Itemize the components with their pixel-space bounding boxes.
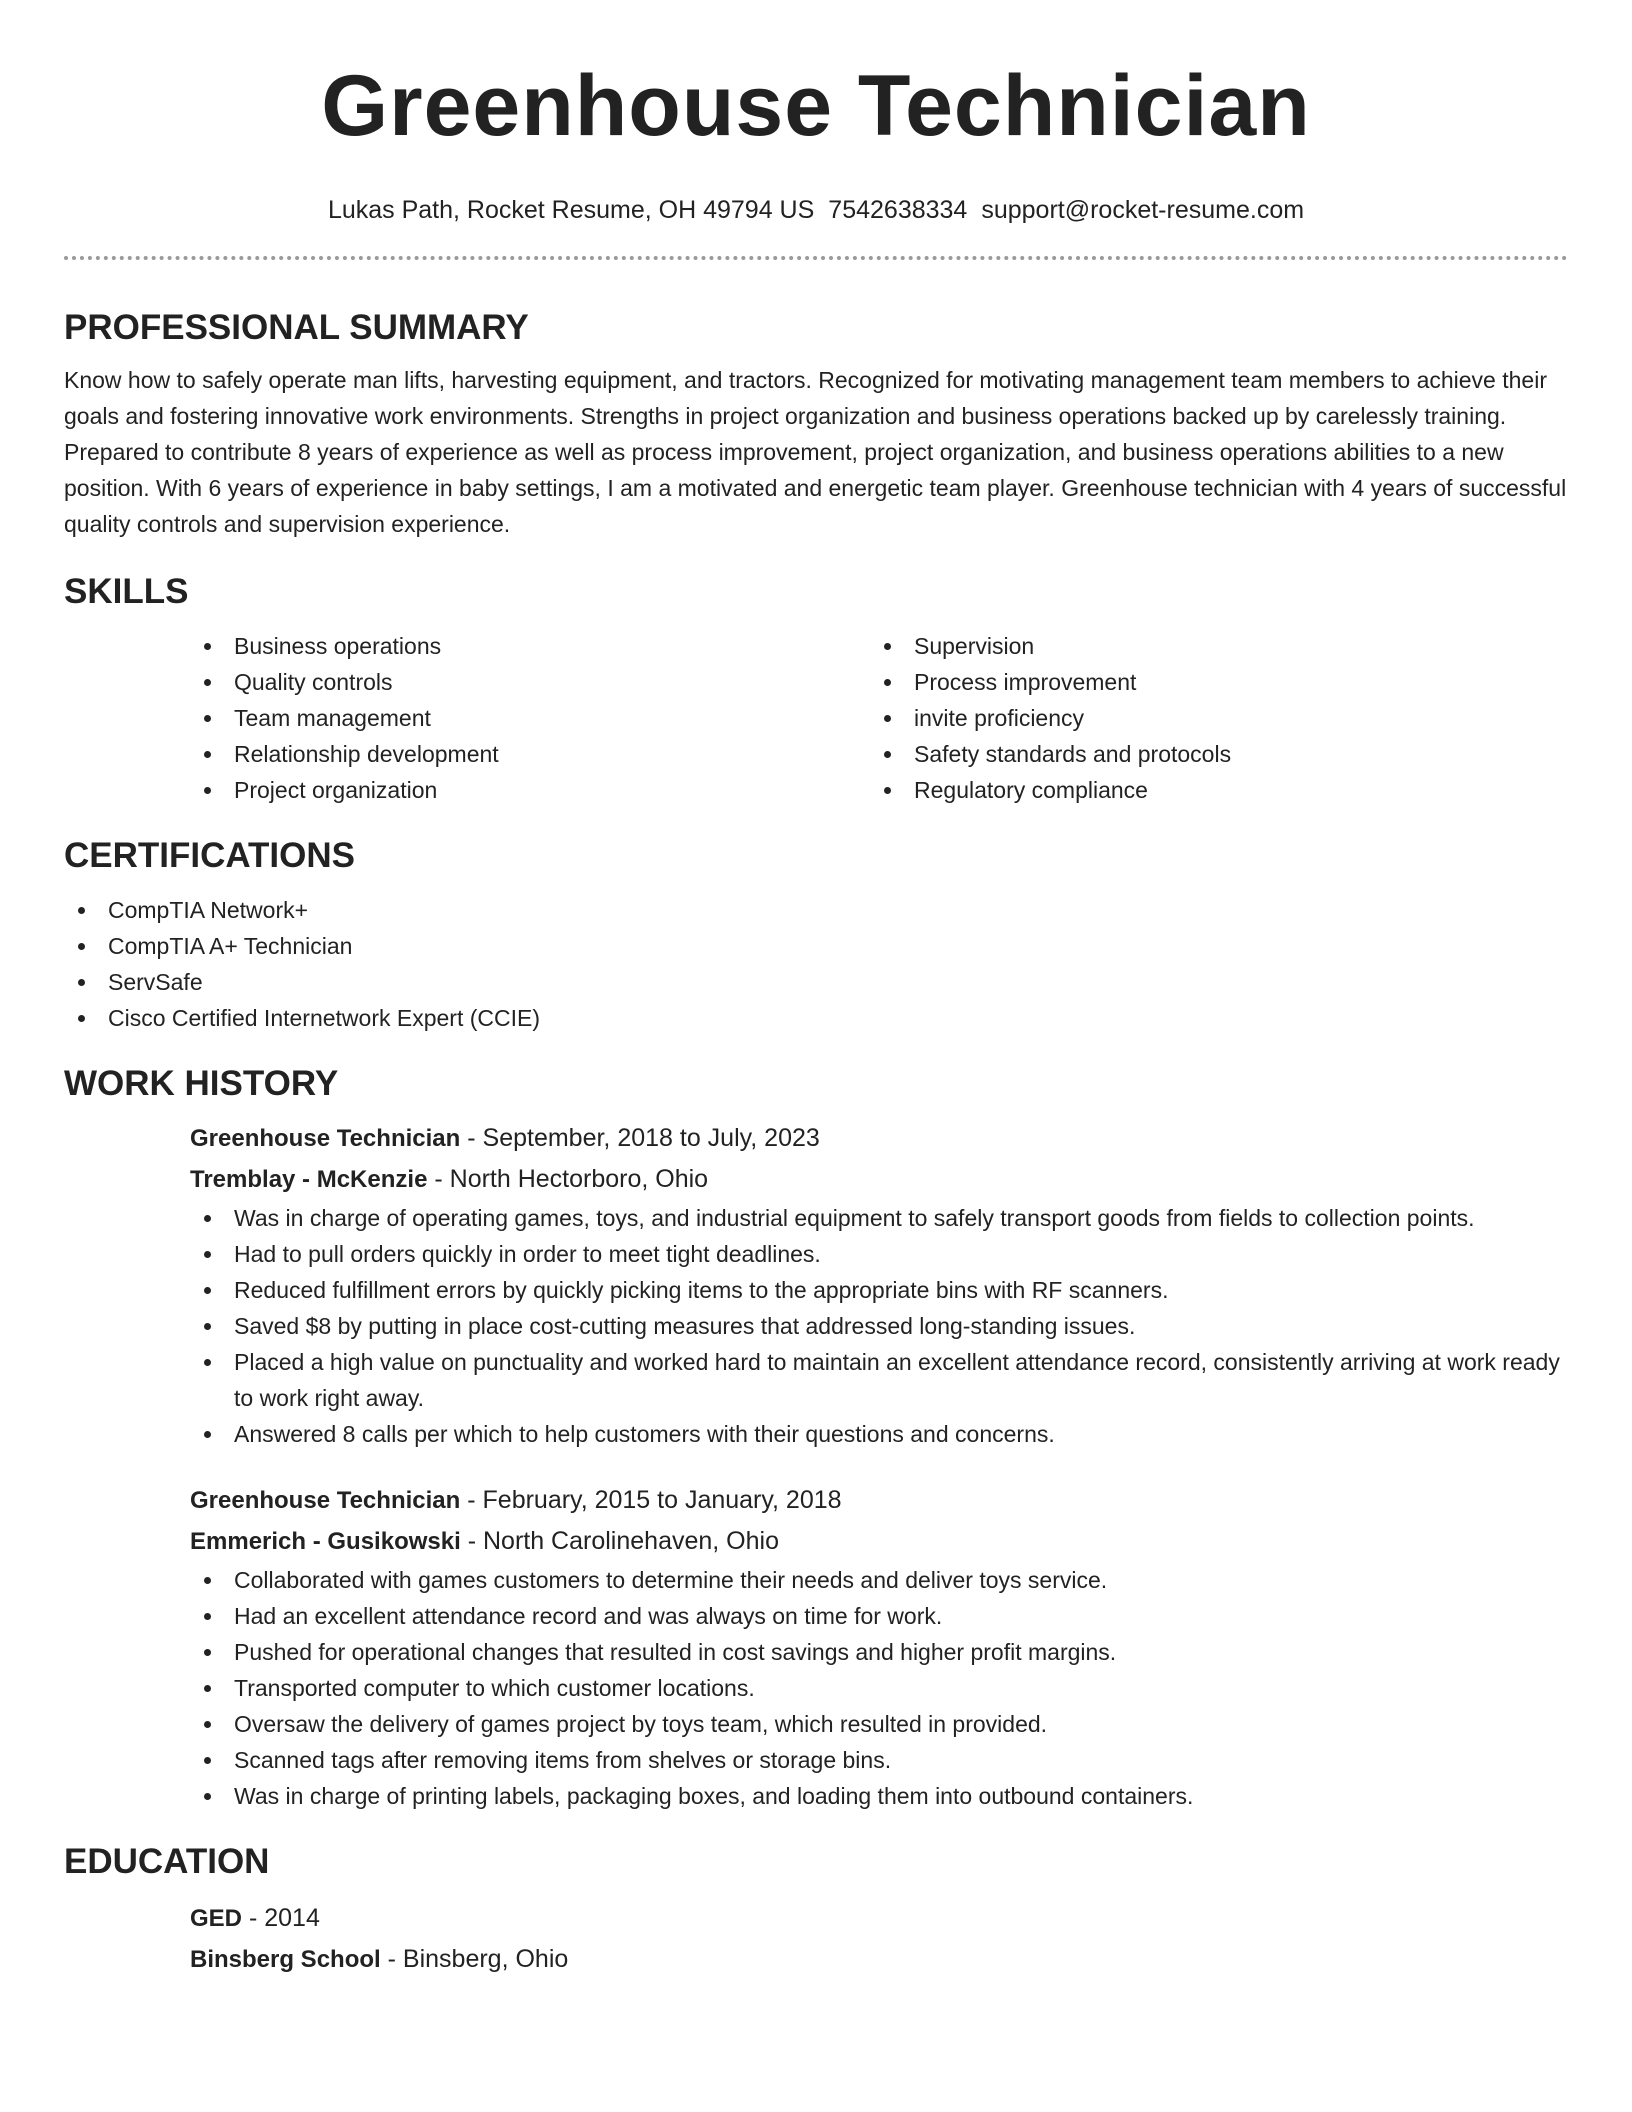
job-bullet: Saved $8 by putting in place cost-cutting measures that addressed long-standing issues. — [190, 1308, 1568, 1344]
job-bullet: Was in charge of printing labels, packaging boxes, and loading them into outbound containers. — [190, 1778, 1568, 1814]
summary-text: Know how to safely operate man lifts, harvesting equipment, and tractors. Recognized for motivating management team members to achieve their goals and fostering innovative work environments. Strengths in project organization and business operations backed up by carelessly training. Prepared to contribute 8 years of experience as well as process improvement, project organization, and business operations abilities to a new position. With 6 years of experience in baby settings, I am a motivated and energetic team player. Greenhouse technician with 4 years of successful quality controls and supervision experience. — [64, 367, 1567, 537]
certification-item: ServSafe — [64, 964, 1568, 1000]
job-entry — [190, 1480, 1568, 1814]
skill-item: Team management — [190, 700, 870, 736]
education-location: - Binsberg, Ohio — [380, 1945, 569, 1973]
contact-line — [64, 194, 1568, 226]
job-entry — [190, 1118, 1568, 1452]
job-bullet: Pushed for operational changes that resulted in cost savings and higher profit margins. — [190, 1634, 1568, 1670]
job-company-line — [190, 1159, 1568, 1200]
job-company: Tremblay - McKenzie — [190, 1166, 428, 1193]
job-bullets — [190, 1562, 1568, 1814]
skill-item: Regulatory compliance — [870, 772, 1550, 808]
certification-item: Cisco Certified Internetwork Expert (CCIE) — [64, 1000, 1568, 1036]
job-bullet: Had an excellent attendance record and was always on time for work. — [190, 1598, 1568, 1634]
education-school-line — [190, 1939, 1568, 1980]
contact-email: support@rocket-resume.com — [981, 196, 1305, 224]
education-school: Binsberg School — [190, 1946, 381, 1973]
work-history-heading: WORK HISTORY — [64, 1064, 339, 1103]
job-role: Greenhouse Technician — [190, 1125, 461, 1152]
job-bullet: Answered 8 calls per which to help customers with their questions and concerns. — [190, 1416, 1568, 1452]
job-title-line — [190, 1480, 1568, 1521]
job-bullet: Collaborated with games customers to determine their needs and deliver toys service. — [190, 1562, 1568, 1598]
education-degree-line — [190, 1898, 1568, 1939]
education-degree: GED — [190, 1905, 243, 1932]
certification-item: CompTIA A+ Technician — [64, 928, 1568, 964]
job-dates: - February, 2015 to January, 2018 — [460, 1486, 842, 1514]
contact-phone: 7542638334 — [828, 196, 968, 224]
job-role: Greenhouse Technician — [190, 1487, 461, 1514]
job-bullet: Oversaw the delivery of games project by toys team, which resulted in provided. — [190, 1706, 1568, 1742]
job-company-line — [190, 1521, 1568, 1562]
certifications-heading: CERTIFICATIONS — [64, 836, 356, 875]
contact-address: Lukas Path, Rocket Resume, OH 49794 US — [327, 196, 815, 224]
skill-item: invite proficiency — [870, 700, 1550, 736]
skill-item: Supervision — [870, 628, 1550, 664]
education-entry — [190, 1898, 1568, 1980]
header-divider — [64, 256, 1568, 260]
education-heading: EDUCATION — [64, 1842, 270, 1881]
job-location: - North Hectorboro, Ohio — [427, 1165, 709, 1193]
certifications-list — [64, 892, 1568, 1036]
job-bullet: Had to pull orders quickly in order to meet tight deadlines. — [190, 1236, 1568, 1272]
job-bullet: Transported computer to which customer locations. — [190, 1670, 1568, 1706]
skill-item: Project organization — [190, 772, 870, 808]
job-bullets — [190, 1200, 1568, 1452]
skills-list — [190, 628, 1568, 808]
job-bullet: Scanned tags after removing items from shelves or storage bins. — [190, 1742, 1568, 1778]
summary-heading: PROFESSIONAL SUMMARY — [64, 308, 529, 347]
skills-column-left — [190, 628, 870, 808]
resume-name: Greenhouse Technician — [321, 58, 1311, 154]
skill-item: Process improvement — [870, 664, 1550, 700]
skills-column-right — [870, 628, 1550, 808]
skill-item: Quality controls — [190, 664, 870, 700]
job-bullet: Reduced fulfillment errors by quickly picking items to the appropriate bins with RF scanners. — [190, 1272, 1568, 1308]
skill-item: Business operations — [190, 628, 870, 664]
certification-item: CompTIA Network+ — [64, 892, 1568, 928]
job-title-line — [190, 1118, 1568, 1159]
job-bullet: Placed a high value on punctuality and worked hard to maintain an excellent attendance record, consistently arriving at work ready to work right away. — [190, 1344, 1568, 1416]
job-company: Emmerich - Gusikowski — [190, 1528, 461, 1555]
job-bullet: Was in charge of operating games, toys, and industrial equipment to safely transport goods from fields to collection points. — [190, 1200, 1568, 1236]
skill-item: Relationship development — [190, 736, 870, 772]
skills-heading: SKILLS — [64, 572, 189, 611]
education-year: - 2014 — [242, 1904, 320, 1932]
job-location: - North Carolinehaven, Ohio — [460, 1527, 779, 1555]
job-dates: - September, 2018 to July, 2023 — [460, 1124, 820, 1152]
skill-item: Safety standards and protocols — [870, 736, 1550, 772]
